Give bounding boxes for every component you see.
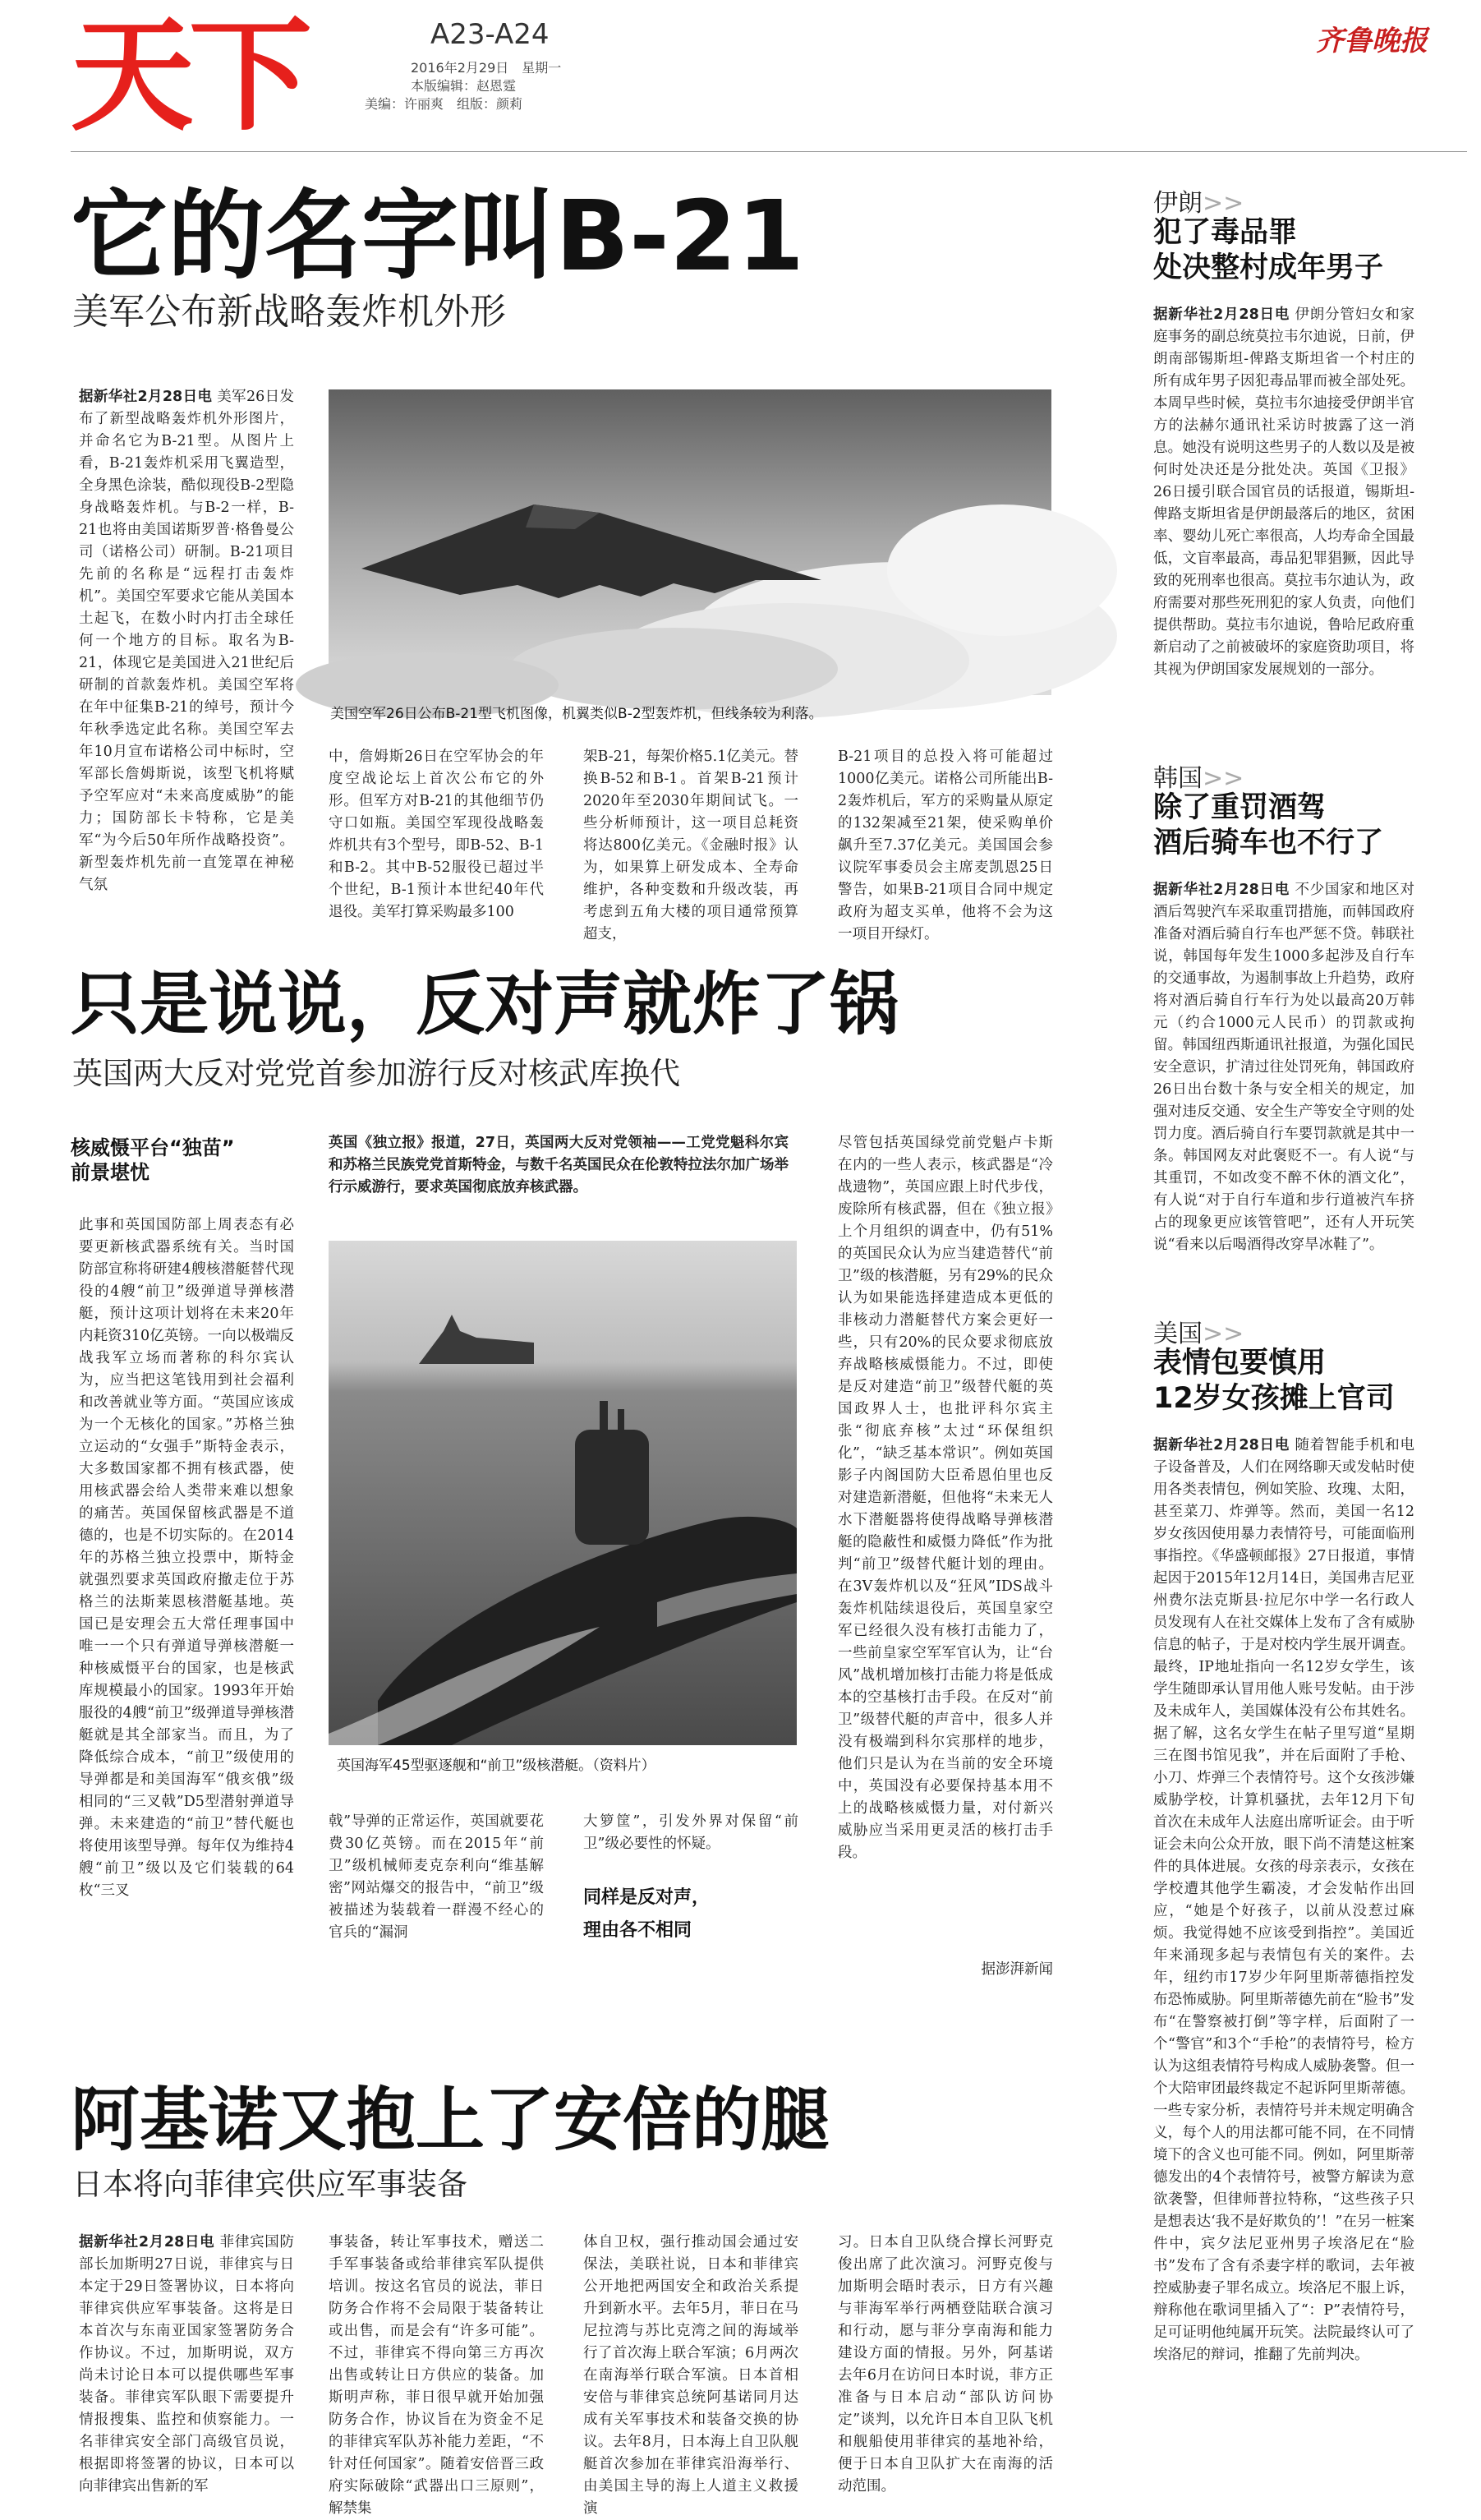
- b21-photo: [329, 389, 1051, 695]
- story1-col4: B-21项目的总投入将可能超过1000亿美元。诺格公司所能出B-2轰炸机后，军方的采购量从原定的132架减至21架，使采购单价飙升至7.37亿美元。美国国会参议院军事委员会主席麦凯恩25日警告，如果B-21项目合同中规定政府为超支买单，他将不会为这一项目开绿灯。: [838, 749, 1053, 942]
- story3-col1-text: 菲律宾国防部长加斯明27日说，菲律宾与日本定于29日签署协议，日本将向菲律宾供应军事装备。这将是日本首次与东南亚国家签署防务合作协议。不过，加斯明说，双方尚未讨论日本可以提供哪些军事装备。菲律宾军队眼下需要提升情报搜集、监控和侦察能力。一名菲律宾安全部门高级官员说，根据即将签署的协议，日本可以向菲律宾出售新的军: [79, 2234, 294, 2495]
- story3-col1: [79, 2232, 294, 2495]
- b21-bomber-image: [329, 389, 1051, 695]
- side2-headline: [1153, 790, 1383, 861]
- side2-arrow: >>: [1203, 764, 1244, 793]
- story2-headline: 只是说说，反对声就炸了锅: [71, 964, 899, 1044]
- story2-section-title-line1: 核威慑平台“独苗”: [71, 1136, 235, 1159]
- side3-body: [1153, 1435, 1414, 2495]
- story1-caption: 美国空军26日公布B-21型飞机图像，机翼类似B-2型轰炸机，但线条较为利落。: [330, 706, 823, 722]
- header-rule: [71, 151, 1467, 152]
- story2-section-title-line2: 前景堪忧: [71, 1161, 149, 1184]
- side3-country: [1153, 1313, 1244, 1349]
- side1-country: [1153, 182, 1244, 219]
- story1-col3: 架B-21，每架价格5.1亿美元。替换B-52和B-1。首架B-21预计2020年至2030年期间试飞。一些分析师预计，这一项目总耗资将达800亿美元。《金融时报》认为，如果算上研发成本、全寿命维护，各种变数和升级改装，再考虑到五角大楼的项目通常预算超支，: [583, 749, 798, 942]
- side3-headline-line1: 表情包要慎用: [1153, 1347, 1327, 1380]
- side2-headline-line2: 酒后骑车也不行了: [1153, 827, 1384, 859]
- story1-col1-text: 美军26日发布了新型战略轰炸机外形图片，并命名它为B-21型。从图片上看，B-21轰炸机采用飞翼造型，全身黑色涂装，酷似现役B-2型隐身战略轰炸机。与B-2一样，B-21也将由美国诺斯罗普·格鲁曼公司（诺格公司）研制。B-21项目先前的名称是“远程打击轰炸机”。美国空军要求它能从美国本土起飞，在数小时内打击全球任何一个地方的目标。取名为B-21，体现它是美国进入21世纪后研制的首款轰炸机。美国空军将在年中征集B-21的绰号，预计今年秋季选定此名称。美国空军去年10月宣布诺格公司中标时，空军部长詹姆斯说，该型飞机将赋予空军应对“未来高度威胁”的能力；国防部长卡特称，它是美军“为今后50年所作战略投资”。新型轰炸机先前一直笼罩在神秘气氛: [79, 389, 294, 893]
- submarine-photo: [329, 1241, 797, 1745]
- story2-col4: 尽管包括英国绿党前党魁卢卡斯在内的一些人表示，核武器是“冷战遗物”，英国应跟上时代步伐，废除所有核武器，但在《独立报》上个月组织的调查中，仍有51%的英国民众认为应当建造替代“前卫”级的核潜艇，另有29%的民众认为如果能选择建造成本更低的非核动力潜艇替代方案会更好一些，只有20%的民众要求彻底放弃战略核威慑能力。不过，即使是反对建造“前卫”级替代艇的英国政界人士，也批评科尔宾主张“彻底弃核”太过“环保组织化”，“缺乏基本常识”。例如英国影子内阁国防大臣希恩伯里也反对建造新潜艇，但他将“未来无人水下潜艇器将使得战略导弹核潜艇的隐蔽性和威慑力降低”作为批判“前卫”级替代艇计划的理由。在3V轰炸机以及“狂风”IDS战斗轰炸机陆续退役后，英国皇家空军已经很久没有核打击能力了，一些前皇家空军军官认为，让“台风”战机增加核打击能力将是低成本的空基核打击手段。在反对“前卫”级替代艇的声音中，很多人并没有极端到科尔宾那样的地步，他们只是认为在当前的安全环境中，英国没有必要保持基本用不上的战略核威慑力量，对付新兴威胁应当采用更灵活的核打击手段。: [838, 1135, 1053, 1861]
- side1-country-name: 伊朗: [1153, 189, 1203, 218]
- story3-headline: 阿基诺又抱上了安倍的腿: [71, 2080, 830, 2160]
- side1-body: [1153, 304, 1414, 741]
- newspaper-logo: 齐鲁晚报: [1316, 25, 1428, 58]
- side3-body-text: 随着智能手机和电子设备普及，人们在网络聊天或发帖时使用各类表情包，例如笑脸、玫瑰、太阳，甚至菜刀、炸弹等。然而，美国一名12岁女孩因使用暴力表情符号，可能面临刑事指控。《华盛顿邮报》27日报道，事情起因于2015年12月14日，美国弗吉尼亚州费尔法克斯县·拉尼尔中学一名行政人员发现有人在社交媒体上发布了含有威胁信息的帖子，于是对校内学生展开调查。最终，IP地址指向一名12岁女学生，该学生随即承认冒用他人账号发帖。由于涉及未成年人，美国媒体没有公布其姓名。据了解，这名女学生在帖子里写道“星期三在图书馆见我”，并在后面附了手枪、小刀、炸弹三个表情符号。这个女孩涉嫌威胁学校，计算机骚扰，去年12月下旬首次在未成年人法庭出席听证会。由于听证会未向公众开放，眼下尚不清楚这桩案件的具体进展。女孩的母亲表示，女孩在学校遭其他学生霸凌，才会发帖作出回应，“她是个好孩子，以前从没惹过麻烦。我觉得她不应该受到指控”。美国近年来涌现多起与表情包有关的案件。去年，纽约市17岁少年阿里斯蒂德指控发布恐怖威胁。阿里斯蒂德先前在“脸书”发布“在警察被打倒”等字样，后面附了一个“警官”和3个“手枪”的表情符号，检方认为这组表情符号构成人威胁袭警。但一个大陪审团最终裁定不起诉阿里斯蒂德。一些专家分析，表情符号并未规定明确含义，每个人的用法都可能不同，在不同情境下的含义也可能不同。例如，阿里斯蒂德发出的4个表情符号，被警方解读为意欲袭警，但律师普拉特称，“这些孩子只是想表达‘我不是好欺负的’！”在另一桩案件中，宾夕法尼亚州男子埃洛尼在“脸书”发布了含有杀妻字样的歌词，去年被控威胁妻子罪名成立。埃洛尼不服上诉，辩称他在歌词里插入了“：P”表情符号，足可证明他纯属开玩笑。法院最终认可了埃洛尼的辩词，推翻了先前判决。: [1153, 1437, 1414, 2363]
- side1-headline: [1153, 215, 1383, 286]
- side1-headline-line2: 处决整村成年男子: [1153, 251, 1384, 284]
- story1-col1: [79, 386, 294, 905]
- side3-dateline: 据新华社2月28日电: [1153, 1437, 1290, 1453]
- story3-col2: 事装备，转让军事技术，赠送二手军事装备或给菲律宾军队提供培训。按这名官员的说法，菲日防务合作将不会局限于装备转让或出售，而是会有“许多可能”。不过，菲律宾不得向第三方再次出售或转让日方供应的装备。加斯明声称，菲日很早就开始加强防务合作，协议旨在为资金不足的菲律宾军队苏补能力差距，“不针对任何国家”。随着安倍晋三政府实际破除“武器出口三原则”，解禁集: [329, 2234, 544, 2517]
- side2-dateline: 据新华社2月28日电: [1153, 882, 1290, 898]
- story2-col3: 大箩筐”，引发外界对保留“前卫”级必要性的怀疑。: [583, 1813, 798, 1852]
- story2-section2-title: [583, 1882, 710, 1947]
- side2-country-name: 韩国: [1153, 764, 1203, 793]
- submarine-image: [329, 1241, 797, 1745]
- side1-dateline: 据新华社2月28日电: [1153, 306, 1290, 323]
- side1-arrow: >>: [1203, 189, 1244, 218]
- story3-col4: 习。日本自卫队绕合撑长河野克俊出席了此次演习。河野克俊与加斯明会晤时表示，日方有兴趣与菲海军举行两栖登陆联合演习和行动，愿与菲分享南海和能力建设方面的情报。另外，阿基诺去年6月在访问日本时说，菲方正准备与日本启动“部队访问协定”谈判，以允许日本自卫队飞机和舰船使用菲律宾的基地补给，便于日本自卫队扩大在南海的活动范围。: [838, 2234, 1053, 2495]
- story2-caption: 英国海军45型驱逐舰和“前卫”级核潜艇。（资料片）: [337, 1758, 655, 1774]
- story2-section2-title-line1: 同样是反对声，: [583, 1887, 711, 1908]
- side1-body-text: 伊朗分管妇女和家庭事务的副总统莫拉韦尔迪说，日前，伊朗南部锡斯坦-俾路支斯坦省一个村庄的所有成年男子因犯毒品罪而被全部处死。本周早些时候，莫拉韦尔迪接受伊朗半官方的法赫尔通讯社采访时披露了这一消息。她没有说明这些男子的人数以及是被何时处决还是分批处决。英国《卫报》26日援引联合国官员的话报道，锡斯坦-俾路支斯坦省是伊朗最落后的地区，贫困率、婴幼儿死亡率很高，人均寿命全国最低，文盲率最高，毒品犯罪猖獗，因此导致的死刑率也很高。莫拉韦尔迪认为，政府需要对那些死刑犯的家人负责，向他们提供帮助。莫拉韦尔迪说，鲁哈尼政府重新启动了之前被破坏的家庭资助项目，将其视为伊朗国家发展规划的一部分。: [1153, 306, 1414, 678]
- story2-section-title: [71, 1136, 235, 1185]
- story3-dateline: 据新华社2月28日电: [79, 2234, 215, 2250]
- side3-headline-line2: 12岁女孩摊上官司: [1153, 1382, 1395, 1415]
- header-editor: 本版编辑：赵恩霆: [411, 78, 517, 94]
- story2-subhead: 英国两大反对党党首参加游行反对核武库换代: [72, 1056, 680, 1091]
- story2-section2-title-line2: 理由各不相同: [583, 1920, 692, 1941]
- story1-col2: 中，詹姆斯26日在空军协会的年度空战论坛上首次公布它的外形。但军方对B-21的其他细节仍守口如瓶。美国空军现役战略轰炸机共有3个型号，即B-52、B-1和B-2。其中B-52服役已超过半个世纪，B-1预计本世纪40年代退役。美军打算采购最多100: [329, 749, 544, 920]
- side2-body: [1153, 879, 1414, 1316]
- story3-subhead: 日本将向菲律宾供应军事装备: [72, 2167, 467, 2202]
- story1-dateline: 据新华社2月28日电: [79, 389, 213, 405]
- story3-col3: 体自卫权，强行推动国会通过安保法，美联社说，日本和菲律宾公开地把两国安全和政治关系提升到新水平。去年5月，菲日在马尼拉湾与苏比克湾之间的海域举行了首次海上联合军演；6月两次在南海举行联合军演。日本首相安倍与菲律宾总统阿基诺同月达成有关军事技术和装备交换的协议。去年8月，日本海上自卫队舰艇首次参加在菲律宾沿海举行、由美国主导的海上人道主义救援演: [583, 2234, 798, 2517]
- side3-country-name: 美国: [1153, 1320, 1203, 1348]
- story1-headline: 它的名字叫B-21: [71, 179, 805, 293]
- page-numbers: A23-A24: [430, 18, 550, 51]
- story2-lead: 英国《独立报》报道，27日，英国两大反对党领袖——工党党魁科尔宾和苏格兰民族党党首斯特金，与数千名英国民众在伦敦特拉法尔加广场举行示威游行，要求英国彻底放弃核武器。: [329, 1135, 789, 1196]
- side2-body-text: 不少国家和地区对酒后驾驶汽车采取重罚措施，而韩国政府准备对酒后骑自行车也严惩不贷。韩联社说，韩国每年发生1000多起涉及自行车的交通事故，为遏制事故上升趋势，政府将对酒后骑自行车行为处以最高20万韩元（约合1000元人民币）的罚款或拘留。韩国纽西斯通讯社报道，为强化国民安全意识，扩清过往处罚死角，韩国政府26日出台数十条与安全相关的规定，加强对违反交通、安全生产等安全守则的处罚力度。酒后骑自行车要罚款就是其中一条。韩国网友对此褒贬不一。有人说“与其重罚，不如改变不醉不休的酒文化”，有人说“对于自行车道和步行道被汽车挤占的现象更应该管管吧”，还有人开玩笑说“看来以后喝酒得改穿旱冰鞋了”。: [1153, 882, 1414, 1253]
- side2-country: [1153, 758, 1244, 794]
- header-design: 美编：许丽爽 组版：颜莉: [365, 96, 523, 112]
- masthead: 天下: [71, 5, 308, 148]
- side2-headline-line1: 除了重罚酒驾: [1153, 791, 1327, 824]
- side3-arrow: >>: [1203, 1320, 1244, 1348]
- story1-subhead: 美军公布新战略轰炸机外形: [72, 291, 506, 333]
- side3-headline: [1153, 1346, 1395, 1417]
- story2-source: 据澎湃新闻: [981, 1961, 1053, 1978]
- story2-col2: 戟”导弹的正常运作，英国就要花费30亿英镑。而在2015年“前卫”级机械师麦克奈利向“维基解密”网站爆交的报告中，“前卫”级被描述为装载着一群漫不经心的官兵的“漏洞: [329, 1813, 544, 1941]
- header-date: 2016年2月29日 星期一: [411, 60, 562, 76]
- side1-headline-line1: 犯了毒品罪: [1153, 216, 1298, 249]
- story2-col1: 此事和英国国防部上周表态有必要更新核武器系统有关。当时国防部宣称将研建4艘核潜艇替代现役的4艘“前卫”级弹道导弹核潜艇，预计这项计划将在未来20年内耗资310亿英镑。一向以极端反战我军立场而著称的科尔宾认为，应当把这笔钱用到社会福利和改善就业等方面。“英国应该成为一个无核化的国家。”苏格兰独立运动的“女强手”斯特金表示，大多数国家都不拥有核武器，使用核武器会给人类带来难以想象的痛苦。英国保留核武器是不道德的，也是不切实际的。在2014年的苏格兰独立投票中，斯特金就强烈要求英国政府撤走位于苏格兰的法斯莱恩核潜艇基地。英国已是安理会五大常任理事国中唯一一个只有弹道导弹核潜艇一种核威慑平台的国家，也是核武库规模最小的国家。1993年开始服役的4艘“前卫”级弹道导弹核潜艇就是其全部家当。而且，为了降低综合成本，“前卫”级使用的导弹都是和美国海军“俄亥俄”级相同的“三叉戟”D5型潜射弹道导弹。未来建造的“前卫”替代艇也将使用该型导弹。每年仅为维持4艘“前卫”级以及它们装载的64枚“三叉: [79, 1217, 294, 1899]
